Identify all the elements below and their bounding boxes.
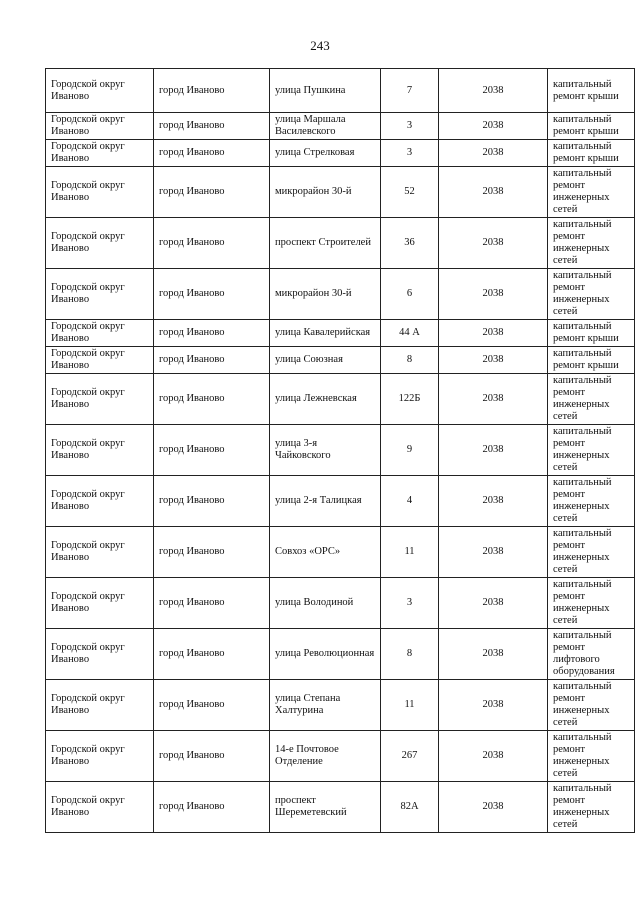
okrug-cell: Городской округ Иваново	[46, 269, 154, 320]
year-cell: 2038	[439, 782, 548, 833]
table-row	[46, 425, 635, 476]
work-type-cell: капитальный ремонт крыши	[548, 347, 635, 374]
okrug-cell: Городской округ Иваново	[46, 218, 154, 269]
housing-repair-table	[45, 68, 635, 833]
year-cell: 2038	[439, 425, 548, 476]
street-cell: улица Маршала Василевского	[270, 113, 381, 140]
year-cell: 2038	[439, 347, 548, 374]
okrug-cell: Городской округ Иваново	[46, 680, 154, 731]
street-cell: улица 3-я Чайковского	[270, 425, 381, 476]
table-row	[46, 782, 635, 833]
street-cell: улица Володиной	[270, 578, 381, 629]
table-row	[46, 269, 635, 320]
okrug-cell: Городской округ Иваново	[46, 629, 154, 680]
house-number-cell: 4	[381, 476, 439, 527]
city-cell: город Иваново	[154, 320, 270, 347]
year-cell: 2038	[439, 731, 548, 782]
work-type-cell: капитальный ремонт инженерных сетей	[548, 680, 635, 731]
table-row	[46, 731, 635, 782]
street-cell: улица Революционная	[270, 629, 381, 680]
city-cell: город Иваново	[154, 269, 270, 320]
table-row	[46, 374, 635, 425]
okrug-cell: Городской округ Иваново	[46, 578, 154, 629]
street-cell: улица Степана Халтурина	[270, 680, 381, 731]
work-type-cell: капитальный ремонт инженерных сетей	[548, 578, 635, 629]
table-row	[46, 527, 635, 578]
table-row	[46, 347, 635, 374]
house-number-cell: 9	[381, 425, 439, 476]
house-number-cell: 36	[381, 218, 439, 269]
year-cell: 2038	[439, 218, 548, 269]
street-cell: улица Стрелковая	[270, 140, 381, 167]
city-cell: город Иваново	[154, 218, 270, 269]
work-type-cell: капитальный ремонт крыши	[548, 140, 635, 167]
city-cell: город Иваново	[154, 167, 270, 218]
table-row	[46, 680, 635, 731]
work-type-cell: капитальный ремонт инженерных сетей	[548, 476, 635, 527]
work-type-cell: капитальный ремонт крыши	[548, 113, 635, 140]
house-number-cell: 3	[381, 113, 439, 140]
city-cell: город Иваново	[154, 425, 270, 476]
work-type-cell: капитальный ремонт инженерных сетей	[548, 425, 635, 476]
okrug-cell: Городской округ Иваново	[46, 320, 154, 347]
table-row	[46, 113, 635, 140]
house-number-cell: 7	[381, 69, 439, 113]
street-cell: улица 2-я Талицкая	[270, 476, 381, 527]
street-cell: Совхоз «ОРС»	[270, 527, 381, 578]
street-cell: улица Кавалерийская	[270, 320, 381, 347]
city-cell: город Иваново	[154, 680, 270, 731]
city-cell: город Иваново	[154, 69, 270, 113]
year-cell: 2038	[439, 578, 548, 629]
table-row	[46, 69, 635, 113]
house-number-cell: 267	[381, 731, 439, 782]
street-cell: 14-е Почтовое Отделение	[270, 731, 381, 782]
city-cell: город Иваново	[154, 347, 270, 374]
table-row	[46, 218, 635, 269]
house-number-cell: 11	[381, 680, 439, 731]
work-type-cell: капитальный ремонт инженерных сетей	[548, 782, 635, 833]
house-number-cell: 82А	[381, 782, 439, 833]
okrug-cell: Городской округ Иваново	[46, 527, 154, 578]
work-type-cell: капитальный ремонт крыши	[548, 69, 635, 113]
city-cell: город Иваново	[154, 629, 270, 680]
okrug-cell: Городской округ Иваново	[46, 69, 154, 113]
year-cell: 2038	[439, 269, 548, 320]
year-cell: 2038	[439, 527, 548, 578]
street-cell: улица Союзная	[270, 347, 381, 374]
okrug-cell: Городской округ Иваново	[46, 374, 154, 425]
year-cell: 2038	[439, 113, 548, 140]
street-cell: микрорайон 30-й	[270, 167, 381, 218]
house-number-cell: 8	[381, 347, 439, 374]
city-cell: город Иваново	[154, 731, 270, 782]
city-cell: город Иваново	[154, 374, 270, 425]
okrug-cell: Городской округ Иваново	[46, 347, 154, 374]
okrug-cell: Городской округ Иваново	[46, 731, 154, 782]
city-cell: город Иваново	[154, 578, 270, 629]
house-number-cell: 44 А	[381, 320, 439, 347]
house-number-cell: 6	[381, 269, 439, 320]
year-cell: 2038	[439, 476, 548, 527]
street-cell: улица Пушкина	[270, 69, 381, 113]
work-type-cell: капитальный ремонт инженерных сетей	[548, 527, 635, 578]
year-cell: 2038	[439, 69, 548, 113]
city-cell: город Иваново	[154, 113, 270, 140]
year-cell: 2038	[439, 629, 548, 680]
table-row	[46, 578, 635, 629]
house-number-cell: 122Б	[381, 374, 439, 425]
table-row	[46, 140, 635, 167]
okrug-cell: Городской округ Иваново	[46, 425, 154, 476]
work-type-cell: капитальный ремонт инженерных сетей	[548, 374, 635, 425]
year-cell: 2038	[439, 167, 548, 218]
table-row	[46, 476, 635, 527]
year-cell: 2038	[439, 140, 548, 167]
okrug-cell: Городской округ Иваново	[46, 140, 154, 167]
work-type-cell: капитальный ремонт инженерных сетей	[548, 218, 635, 269]
work-type-cell: капитальный ремонт инженерных сетей	[548, 167, 635, 218]
work-type-cell: капитальный ремонт лифтового оборудования	[548, 629, 635, 680]
work-type-cell: капитальный ремонт крыши	[548, 320, 635, 347]
house-number-cell: 3	[381, 578, 439, 629]
okrug-cell: Городской округ Иваново	[46, 782, 154, 833]
city-cell: город Иваново	[154, 527, 270, 578]
house-number-cell: 3	[381, 140, 439, 167]
house-number-cell: 52	[381, 167, 439, 218]
work-type-cell: капитальный ремонт инженерных сетей	[548, 731, 635, 782]
page-number: 243	[310, 38, 330, 53]
okrug-cell: Городской округ Иваново	[46, 476, 154, 527]
street-cell: улица Лежневская	[270, 374, 381, 425]
street-cell: проспект Строителей	[270, 218, 381, 269]
year-cell: 2038	[439, 374, 548, 425]
city-cell: город Иваново	[154, 782, 270, 833]
table-row	[46, 320, 635, 347]
work-type-cell: капитальный ремонт инженерных сетей	[548, 269, 635, 320]
street-cell: проспект Шереметевский	[270, 782, 381, 833]
year-cell: 2038	[439, 680, 548, 731]
house-number-cell: 11	[381, 527, 439, 578]
street-cell: микрорайон 30-й	[270, 269, 381, 320]
table-row	[46, 629, 635, 680]
house-number-cell: 8	[381, 629, 439, 680]
table-row	[46, 167, 635, 218]
okrug-cell: Городской округ Иваново	[46, 113, 154, 140]
okrug-cell: Городской округ Иваново	[46, 167, 154, 218]
city-cell: город Иваново	[154, 476, 270, 527]
year-cell: 2038	[439, 320, 548, 347]
city-cell: город Иваново	[154, 140, 270, 167]
